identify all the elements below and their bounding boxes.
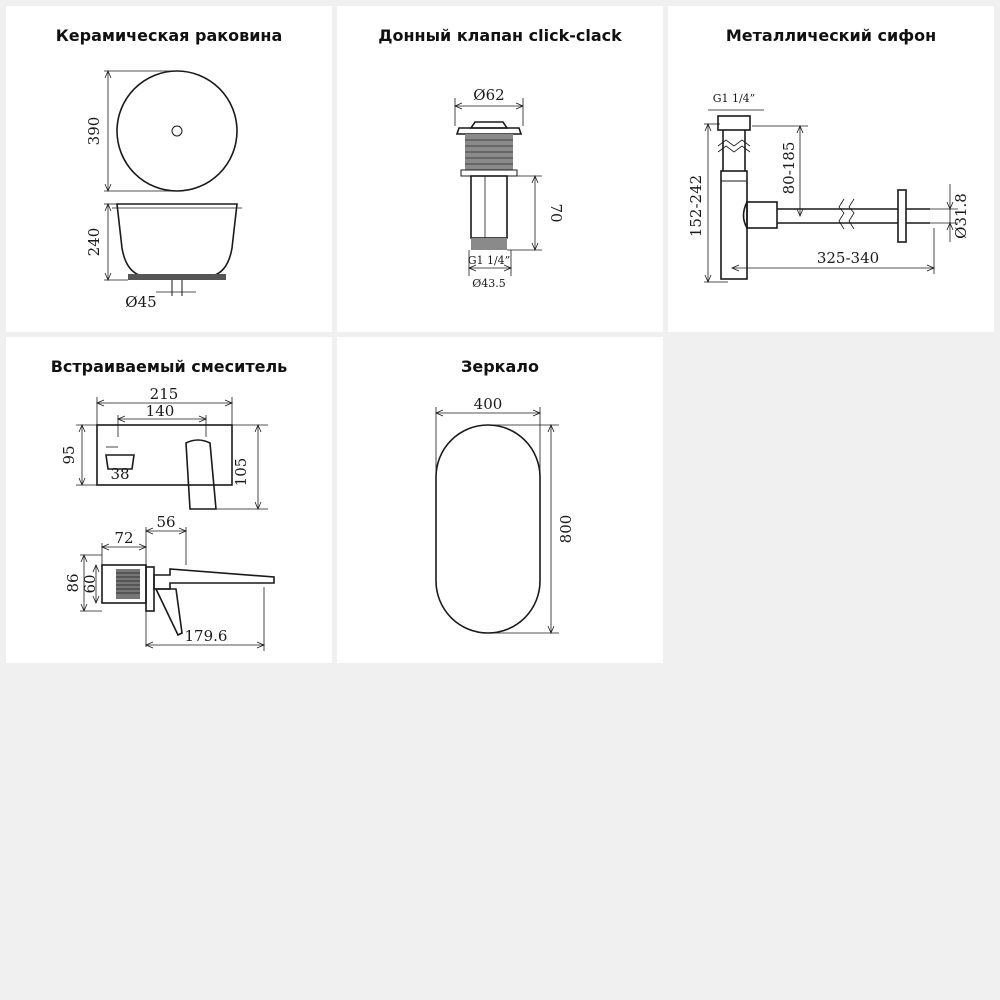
dim-drain: Ø45 xyxy=(125,293,157,311)
valve-cap xyxy=(471,122,507,128)
dim-d56: 56 xyxy=(156,513,176,531)
valve-body xyxy=(471,176,507,238)
dim-vertical: 152-242 xyxy=(687,174,705,238)
dim-diameter: 390 xyxy=(85,116,103,146)
card-built-in-mixer xyxy=(6,337,332,663)
dim-height: 95 xyxy=(60,445,78,465)
card-metal-siphon xyxy=(668,6,994,332)
card-title: Керамическая раковина xyxy=(55,26,283,45)
valve-flange xyxy=(457,128,521,134)
dim-handle: 38 xyxy=(110,465,130,483)
dim-thread: G1 1/4” xyxy=(467,254,511,267)
card-drain-valve xyxy=(337,6,663,332)
card-title: Встраиваемый смеситель xyxy=(50,357,288,376)
dim-right: 105 xyxy=(232,457,250,487)
dim-spout: 179.6 xyxy=(184,627,228,645)
dim-height: 240 xyxy=(85,227,103,257)
ceramic-basin-drawing xyxy=(6,6,332,332)
mirror-drawing xyxy=(337,337,663,663)
card-mirror xyxy=(337,337,663,663)
dim-inner: 140 xyxy=(145,402,175,420)
dim-height: 800 xyxy=(557,514,575,544)
mixer-lever-side xyxy=(156,589,182,635)
metal-siphon-drawing xyxy=(668,6,994,332)
dim-height: 70 xyxy=(547,203,565,223)
dim-upper: 80-185 xyxy=(780,141,798,195)
mirror-outline xyxy=(436,425,540,633)
dim-length: 325-340 xyxy=(816,249,880,267)
basin-base xyxy=(128,274,226,280)
mixer-spout-side xyxy=(154,569,274,589)
siphon-body xyxy=(721,171,747,279)
mixer-spout-front xyxy=(186,440,216,509)
card-ceramic-basin xyxy=(6,6,332,332)
valve-thread-bottom xyxy=(471,238,507,250)
dim-width: 215 xyxy=(149,385,179,403)
dim-d86: 86 xyxy=(64,573,82,593)
dim-top: Ø62 xyxy=(473,86,505,104)
drain-valve-drawing xyxy=(337,6,663,332)
dim-bottom: Ø43.5 xyxy=(472,277,506,290)
dim-width: 400 xyxy=(473,395,503,413)
drain-hole xyxy=(172,126,182,136)
siphon-wall-flange xyxy=(898,190,906,242)
card-title: Металлический сифон xyxy=(725,26,937,45)
basin-top-outline xyxy=(117,71,237,191)
card-title: Донный клапан click-clack xyxy=(378,26,622,45)
siphon-nut xyxy=(718,116,750,130)
basin-side-outline xyxy=(117,204,237,276)
dim-d60: 60 xyxy=(81,574,99,594)
dim-pipe: Ø31.8 xyxy=(952,193,970,239)
built-in-mixer-drawing xyxy=(6,337,332,663)
card-title: Зеркало xyxy=(460,357,540,376)
dim-d72: 72 xyxy=(114,529,134,547)
dim-thread: G1 1/4” xyxy=(712,92,756,105)
